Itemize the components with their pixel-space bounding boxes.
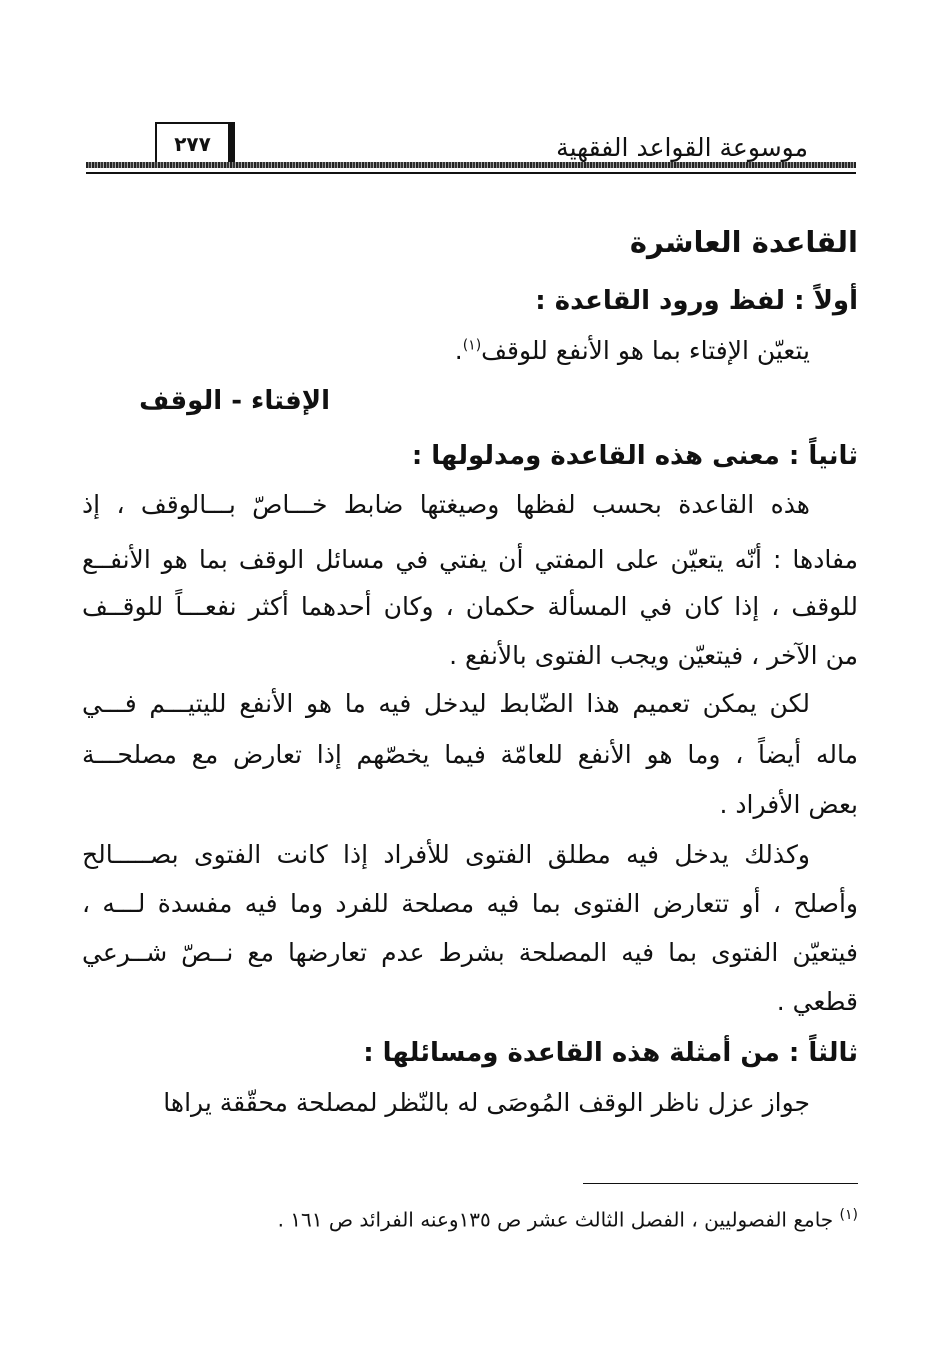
page-number: ٢٧٧ xyxy=(174,132,211,156)
p3-line-1: وكذلك يدخل فيه مطلق الفتوى للأفراد إذا كانت الفتوى بصـــــالح xyxy=(82,840,810,869)
section1-heading: أولاً : لفظ ورود القاعدة : xyxy=(535,286,858,316)
rule-text: يتعيّن الإفتاء بما هو الأنفع للوقف xyxy=(481,336,810,365)
rule-title: القاعدة العاشرة xyxy=(629,225,858,259)
rule-end: . xyxy=(454,336,463,365)
header-rule-thin xyxy=(86,172,856,174)
footnote-ref: (١) xyxy=(462,337,482,354)
rule-statement xyxy=(455,336,810,365)
footnote-separator xyxy=(583,1183,858,1184)
keywords: الإفتاء - الوقف xyxy=(139,386,330,416)
section3-heading: ثالثاً : من أمثلة هذه القاعدة ومسائلها : xyxy=(363,1038,858,1068)
header-rule-decorative xyxy=(86,162,856,168)
p2-line-2: ماله أيضاً ، وما هو الأنفع للعامّة فيما يخصّهم إذا تعارض مع مصلحـــة xyxy=(82,740,858,769)
running-header-title: موسوعة القواعد الفقهية xyxy=(556,133,808,162)
footnote-marker: (١) xyxy=(839,1207,858,1223)
p1-line-1: هذه القاعدة بحسب لفظها وصيغتها ضابط خـــاصّ بـــالوقف ، إذ xyxy=(82,490,810,519)
p2-line-3: بعض الأفراد . xyxy=(719,790,858,819)
footnote-text: جامع الفصوليين ، الفصل الثالث عشر ص ١٣٥وعنه الفرائد ص ١٦١ . xyxy=(277,1207,834,1232)
section2-heading: ثانياً : معنى هذه القاعدة ومدلولها : xyxy=(411,441,858,471)
p3-line-2: وأصلح ، أو تتعارض الفتوى بما فيه مصلحة للفرد وما فيه مفسدة لـــه ، xyxy=(82,889,858,918)
p1-line-3: للوقف ، إذا كان في المسألة حكمان ، وكان أحدهما أكثر نفعـــاً للوقــف xyxy=(82,592,858,621)
p1-line-4: من الآخر ، فيتعيّن ويجب الفتوى بالأنفع . xyxy=(449,641,858,670)
footnote xyxy=(278,1207,858,1232)
p3-line-3: فيتعيّن الفتوى بما فيه المصلحة بشرط عدم تعارضها مع نــصّ شــرعي xyxy=(82,938,858,967)
p1-line-2: مفادها : أنّه يتعيّن على المفتي أن يفتي في مسائل الوقف بما هو الأنفــع xyxy=(82,545,858,574)
p2-line-1: لكن يمكن تعميم هذا الضّابط ليدخل فيه ما هو الأنفع لليتيـــم فـــي xyxy=(82,689,810,718)
p3-line-4: قطعي . xyxy=(776,987,858,1016)
p4-line-1: جواز عزل ناظر الوقف المُوصَى له بالنّظر لمصلحة محقّقة يراها xyxy=(163,1088,810,1117)
